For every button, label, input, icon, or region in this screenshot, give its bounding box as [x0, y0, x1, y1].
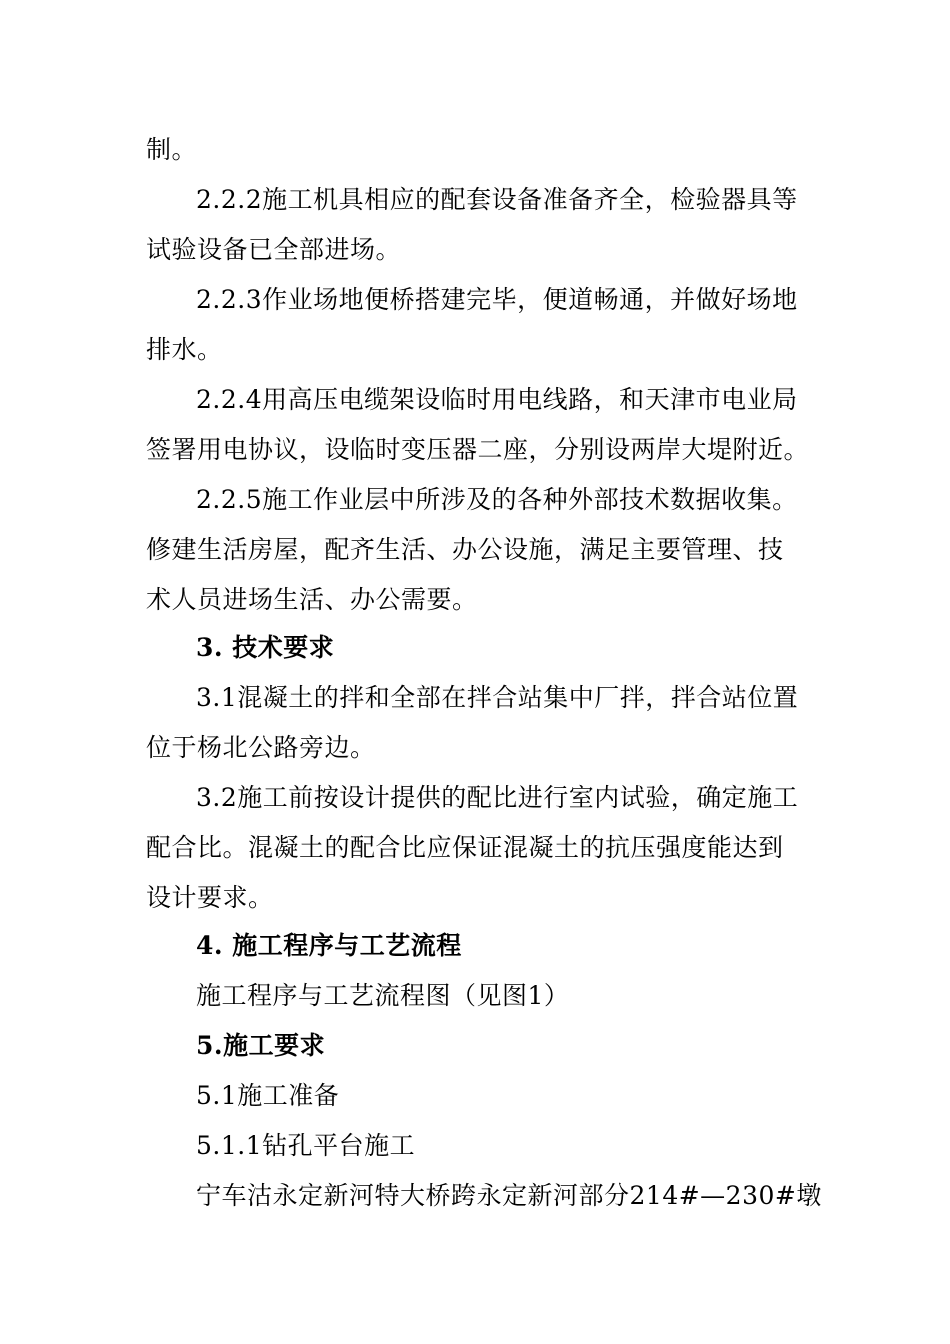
- text-line: 排水。: [146, 335, 223, 364]
- text-line: 3.1混凝土的拌和全部在拌合站集中厂拌，拌合站位置: [196, 683, 799, 712]
- text-line: 签署用电协议，设临时变压器二座，分别设两岸大堤附近。: [146, 435, 810, 464]
- text-line: 修建生活房屋，配齐生活、办公设施，满足主要管理、技: [146, 535, 784, 564]
- text-line: 3.2施工前按设计提供的配比进行室内试验，确定施工: [196, 783, 799, 812]
- section-heading: 4. 施工程序与工艺流程: [196, 931, 462, 960]
- text-line: 2.2.4用高压电缆架设临时用电线路，和天津市电业局: [196, 385, 798, 414]
- text-line: 配合比。混凝土的配合比应保证混凝土的抗压强度能达到: [146, 833, 784, 862]
- section-heading: 3. 技术要求: [196, 633, 335, 662]
- text-line: 宁车沽永定新河特大桥跨永定新河部分214#—230#墩: [196, 1181, 822, 1210]
- text-line: 2.2.2施工机具相应的配套设备准备齐全，检验器具等: [196, 185, 798, 214]
- text-line: 制。: [146, 135, 198, 164]
- section-heading: 5.施工要求: [196, 1031, 326, 1060]
- text-line: 2.2.5施工作业层中所涉及的各种外部技术数据收集。: [196, 485, 798, 514]
- text-line: 试验设备已全部进场。: [146, 235, 402, 264]
- text-line: 术人员进场生活、办公需要。: [146, 585, 478, 614]
- text-line: 施工程序与工艺流程图（见图1）: [196, 981, 570, 1010]
- text-line: 位于杨北公路旁边。: [146, 733, 376, 762]
- text-line: 设计要求。: [146, 883, 274, 912]
- text-line: 2.2.3作业场地便桥搭建完毕，便道畅通，并做好场地: [196, 285, 798, 314]
- text-line: 5.1施工准备: [196, 1081, 340, 1110]
- text-line: 5.1.1钻孔平台施工: [196, 1131, 416, 1160]
